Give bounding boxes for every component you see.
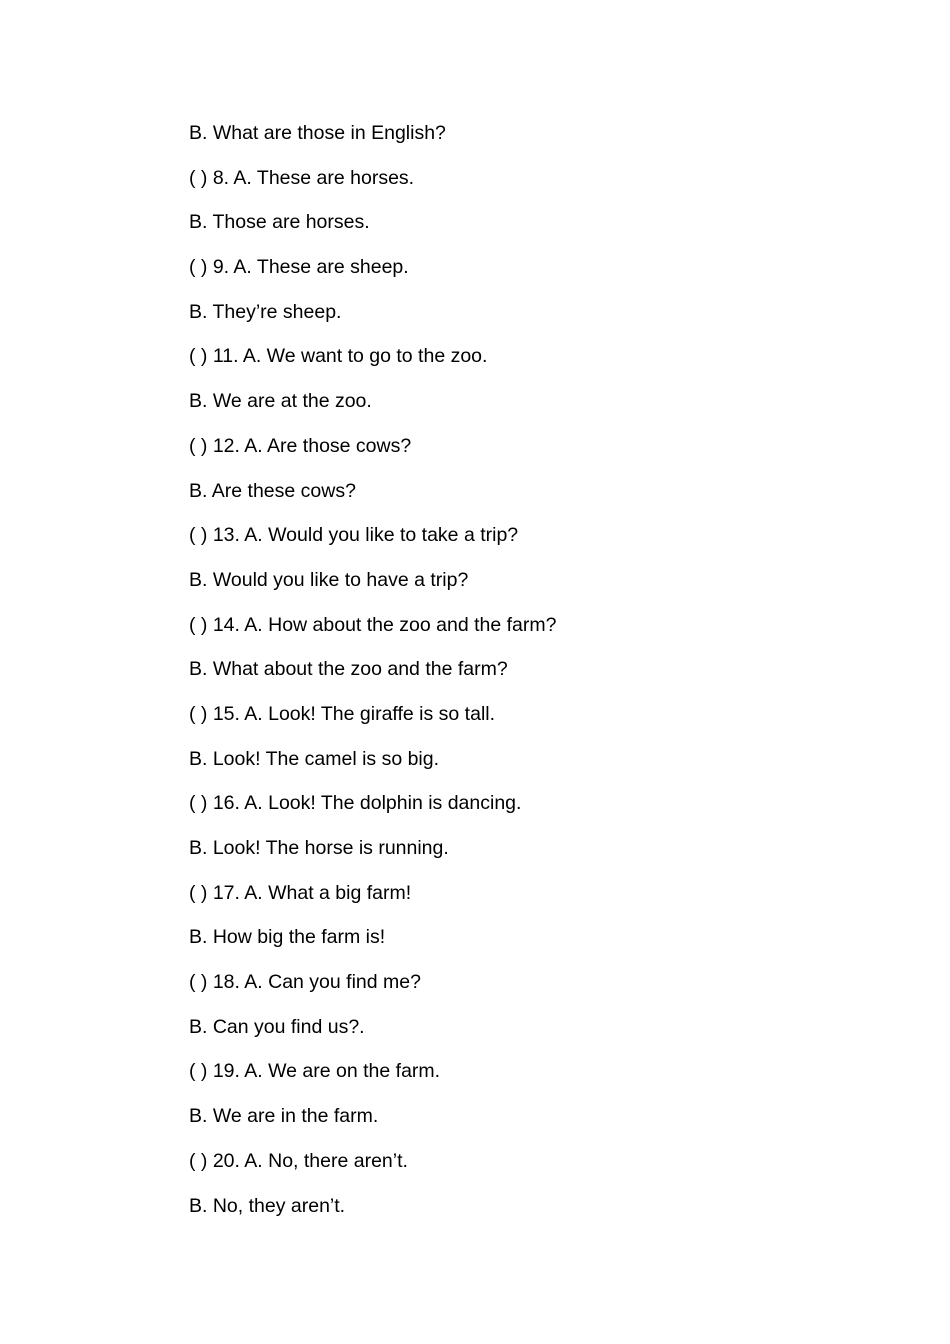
option-line: B. Are these cows?	[189, 479, 356, 502]
option-line: B. We are at the zoo.	[189, 390, 372, 413]
question-line: ( ) 9. A. These are sheep.	[189, 256, 409, 279]
question-line: ( ) 12. A. Are those cows?	[189, 434, 412, 457]
option-line: B. Would you like to have a trip?	[189, 568, 469, 591]
question-line: ( ) 19. A. We are on the farm.	[189, 1060, 441, 1083]
option-line: B. How big the farm is!	[189, 926, 386, 949]
option-line: B. Those are horses.	[189, 211, 370, 234]
question-line: ( ) 17. A. What a big farm!	[189, 881, 412, 904]
question-line: ( ) 13. A. Would you like to take a trip?	[189, 524, 519, 547]
question-line: ( ) 18. A. Can you find me?	[189, 971, 421, 994]
question-line: ( ) 20. A. No, there aren’t.	[189, 1149, 408, 1172]
question-list	[189, 118, 889, 1235]
option-line: B. Look! The horse is running.	[189, 837, 449, 859]
option-line: B. Can you find us?.	[189, 1015, 365, 1038]
question-line: ( ) 11. A. We want to go to the zoo.	[189, 345, 488, 368]
option-line: B. No, they aren’t.	[189, 1194, 346, 1217]
option-line: B. What about the zoo and the farm?	[189, 658, 508, 681]
option-line: B. We are in the farm.	[189, 1105, 379, 1128]
option-line: B. They’re sheep.	[189, 300, 342, 323]
question-line: ( ) 15. A. Look! The giraffe is so tall.	[189, 702, 496, 725]
option-line: B. Look! The camel is so big.	[189, 747, 440, 770]
question-line: ( ) 8. A. These are horses.	[189, 166, 415, 189]
option-line: B. What are those in English?	[189, 122, 446, 144]
question-line: ( ) 14. A. How about the zoo and the farm?	[189, 613, 557, 636]
question-line: ( ) 16. A. Look! The dolphin is dancing.	[189, 792, 522, 815]
